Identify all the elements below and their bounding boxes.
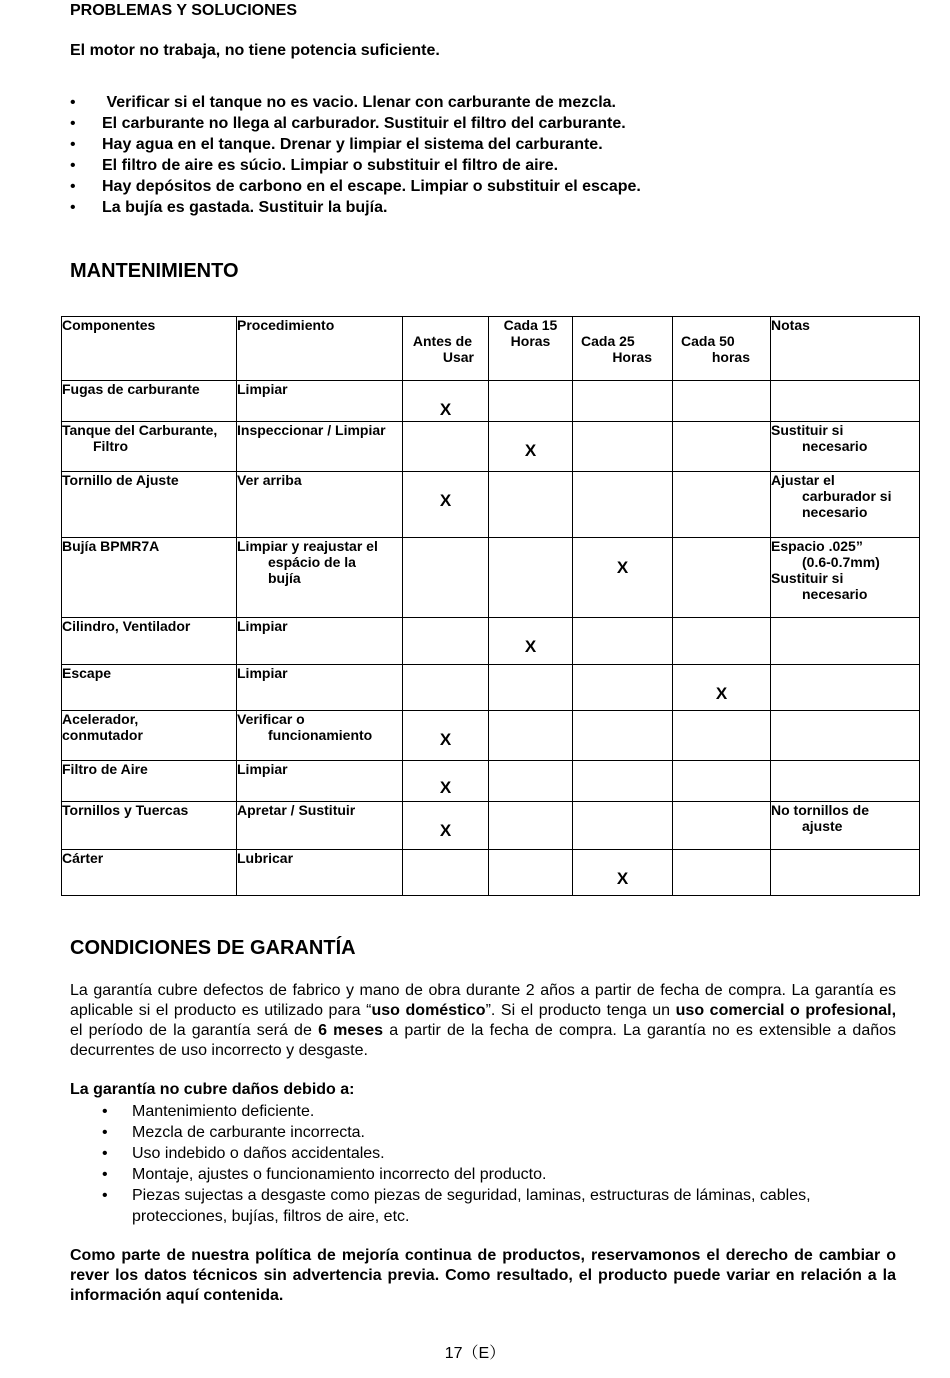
interval-mark: X — [524, 637, 537, 656]
policy-paragraph: Como parte de nuestra política de mejoría continua de productos, reservamonos el derecho de cambiar o rever los datos técnicos sin advertencia previa. Como resultado, el producto puede variar en relación a la información aquí contenida. — [70, 1247, 896, 1304]
problems-title: PROBLEMAS Y SOLUCIONES — [70, 2, 297, 19]
interval-mark: X — [616, 558, 629, 577]
list-item: • La bujía es gastada. Sustituir la bujía. — [70, 197, 870, 218]
page-number: 17（E） — [444, 1345, 506, 1362]
interval-mark: X — [439, 730, 452, 749]
interval-mark: X — [439, 400, 452, 419]
not-covered-list — [70, 1101, 870, 1227]
table-row: Fugas de carburante Limpiar X — [62, 381, 920, 422]
list-item: • Montaje, ajustes o funcionamiento incorrecto del producto. — [70, 1164, 870, 1185]
interval-mark: X — [439, 821, 452, 840]
list-item: • Uso indebido o daños accidentales. — [70, 1143, 870, 1164]
interval-mark: X — [524, 441, 537, 460]
interval-mark: X — [715, 684, 728, 703]
list-item: • Piezas sujectas a desgaste como piezas de seguridad, laminas, estructuras de láminas, cables, protecciones, bujías, filtros de aire, etc. — [70, 1185, 870, 1227]
list-item: • Hay agua en el tanque. Drenar y limpiar el sistema del carburante. — [70, 134, 870, 155]
warranty-paragraph: La garantía cubre defectos de fabrico y mano de obra durante 2 años a partir de fecha de compra. La garantía es aplicable si el producto es utilizado para “uso doméstico”. Si el producto tenga un uso comercial o profesional, el período de la garantía será de 6 meses a partir de la fecha de compra. La garantía no es extensible a daños decurrentes de uso incorrecto y desgaste. — [70, 982, 905, 1059]
table-row: Tornillo de Ajuste Ver arriba X Ajustar el carburador si necesario — [62, 472, 920, 538]
problems-list — [70, 92, 870, 218]
maintenance-title: MANTENIMIENTO — [70, 260, 239, 282]
table-row: Escape Limpiar X — [62, 665, 920, 711]
table-row: Tanque del Carburante, Filtro Inspeccionar / Limpiar X Sustituir si necesario — [62, 422, 920, 472]
table-row: Acelerador, conmutador Verificar o funcionamiento X — [62, 711, 920, 761]
maintenance-table — [61, 316, 920, 896]
not-covered-title: La garantía no cubre daños debido a: — [70, 1081, 355, 1098]
list-item: • El carburante no llega al carburador. Sustituir el filtro del carburante. — [70, 113, 870, 134]
list-item: • Hay depósitos de carbono en el escape. Limpiar o substituir el escape. — [70, 176, 870, 197]
list-item: • Mezcla de carburante incorrecta. — [70, 1122, 870, 1143]
interval-mark: X — [616, 869, 629, 888]
interval-mark: X — [439, 778, 452, 797]
table-row: Cárter Lubricar X — [62, 850, 920, 896]
header-procedimiento: Procedimiento — [237, 317, 403, 381]
list-item: • El filtro de aire es súcio. Limpiar o substituir el filtro de aire. — [70, 155, 870, 176]
table-row: Tornillos y Tuercas Apretar / Sustituir X No tornillos de ajuste — [62, 802, 920, 850]
header-notas: Notas — [771, 317, 920, 381]
table-row: Cilindro, Ventilador Limpiar X — [62, 618, 920, 665]
list-item: • Verificar si el tanque no es vacio. Llenar con carburante de mezcla. — [70, 92, 870, 113]
list-item: • Mantenimiento deficiente. — [70, 1101, 870, 1122]
interval-mark: X — [439, 491, 452, 510]
header-antes: Antes de Usar — [403, 317, 489, 381]
table-row: Bujía BPMR7A Limpiar y reajustar el espácio de la bujía X Espacio .025” (0.6-0.7mm) Sustituir si necesario — [62, 538, 920, 618]
header-cada50: Cada 50 horas — [673, 317, 771, 381]
header-componentes: Componentes — [62, 317, 237, 381]
table-row: Filtro de Aire Limpiar X — [62, 761, 920, 802]
header-cada15: Cada 15 Horas — [489, 317, 573, 381]
warranty-title: CONDICIONES DE GARANTÍA — [70, 937, 356, 959]
header-cada25: Cada 25 Horas — [573, 317, 673, 381]
problems-subtitle: El motor no trabaja, no tiene potencia suficiente. — [70, 42, 440, 59]
table-header-row — [62, 317, 920, 381]
